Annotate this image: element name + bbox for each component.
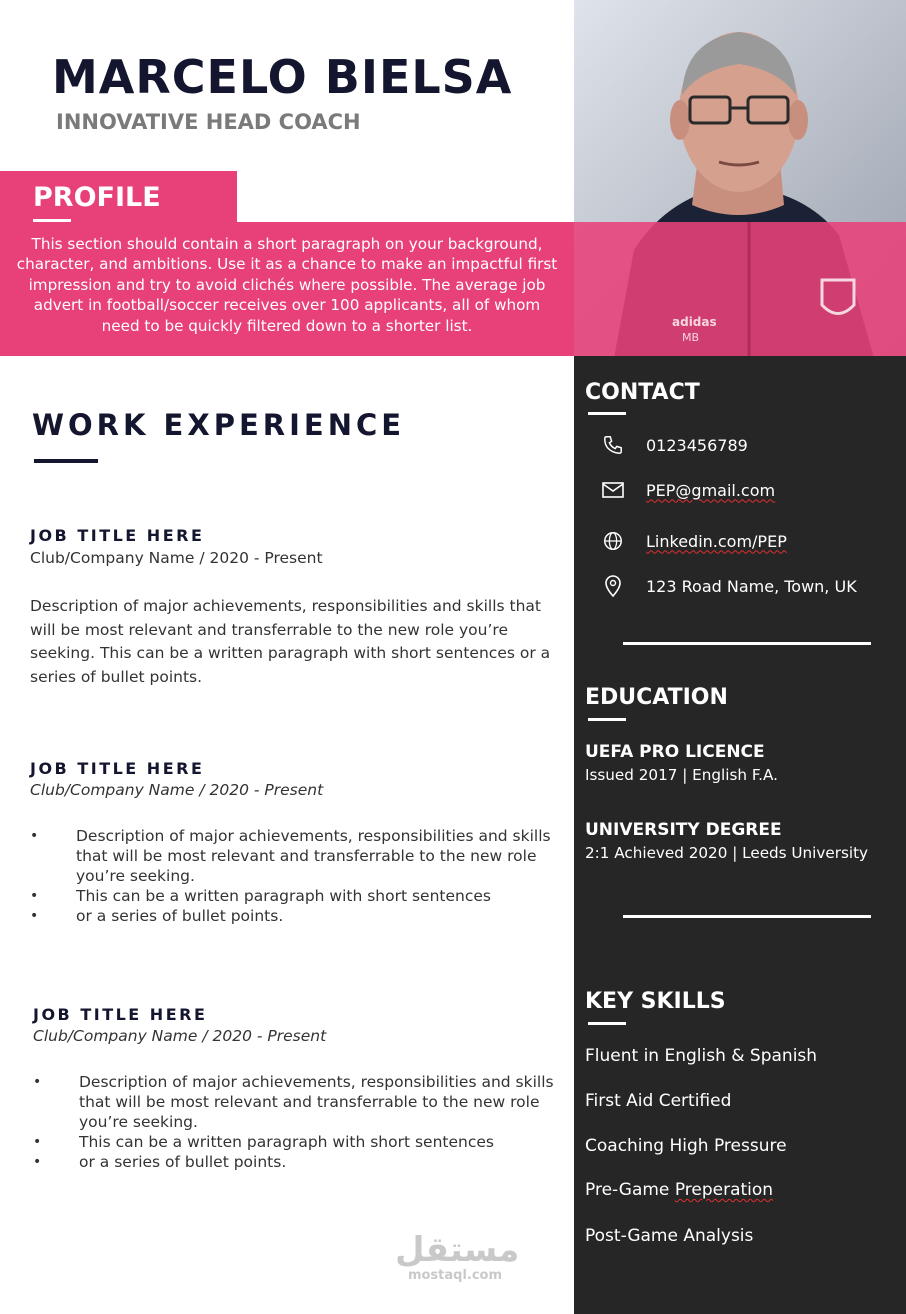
education-item-title: UEFA PRO LICENCE (585, 742, 765, 762)
contact-divider (623, 642, 871, 645)
skill-item: Post-Game Analysis (585, 1226, 754, 1246)
skill-item-prefix: Pre-Game (585, 1180, 675, 1200)
watermark-latin: mostaql.com (407, 1268, 503, 1283)
contact-website-row[interactable] (600, 528, 890, 554)
job-bullet: • or a series of bullet points. (33, 1152, 557, 1172)
job-company: Club/Company Name / 2020 - Present (33, 1027, 327, 1045)
job-title: JOB TITLE HERE (30, 759, 205, 778)
globe-icon (600, 528, 626, 554)
job-company: Club/Company Name / 2020 - Present (30, 781, 324, 799)
candidate-name: MARCELO BIELSA (52, 50, 513, 104)
skill-item (585, 1180, 773, 1200)
profile-photo (574, 0, 906, 358)
contact-phone-row (600, 432, 890, 458)
skills-heading: KEY SKILLS (585, 989, 726, 1014)
contact-address-row (600, 573, 890, 599)
job-title: JOB TITLE HERE (33, 1005, 208, 1024)
skill-item: Fluent in English & Spanish (585, 1046, 818, 1066)
profile-underline (33, 219, 71, 222)
location-pin-icon (600, 573, 626, 599)
skill-item-misspelled-word: Preperation (674, 1180, 774, 1200)
work-experience-heading: WORK EXPERIENCE (32, 408, 406, 442)
contact-website-link[interactable]: Linkedin.com/PEP (646, 531, 787, 551)
contact-address-text: 123 Road Name, Town, UK (646, 576, 857, 596)
job-bullet: • Description of major achievements, responsibilities and skills that will be most relevant and transferrable to the new role you’re seeking. (30, 826, 554, 886)
contact-phone-text: 0123456789 (646, 435, 748, 455)
contact-heading: CONTACT (585, 380, 700, 405)
phone-icon (600, 432, 626, 458)
job-bullet-list (30, 826, 554, 926)
education-item-detail: 2:1 Achieved 2020 | Leeds University (585, 844, 869, 862)
profile-heading: PROFILE (33, 182, 161, 213)
job-bullet: • or a series of bullet points. (30, 906, 554, 926)
education-item-detail: Issued 2017 | English F.A. (585, 766, 778, 784)
job-company: Club/Company Name / 2020 - Present (30, 549, 323, 567)
skill-item: First Aid Certified (585, 1091, 732, 1111)
contact-email-row[interactable] (600, 477, 890, 503)
contact-email-link[interactable]: PEP@gmail.com (646, 480, 776, 500)
jacket-initials-text: MB (682, 331, 700, 344)
job-bullet: • This can be a written paragraph with short sentences (33, 1132, 557, 1152)
contact-underline (588, 412, 626, 415)
mostaql-watermark (395, 1230, 520, 1283)
email-icon (600, 477, 626, 503)
education-item-title: UNIVERSITY DEGREE (585, 820, 782, 840)
work-experience-underline (34, 459, 98, 463)
education-divider (623, 915, 871, 918)
job-bullet: • This can be a written paragraph with short sentences (30, 886, 554, 906)
skills-underline (588, 1022, 626, 1025)
profile-text: This section should contain a short paragraph on your background, character, and ambitions. Use it as a chance to make an impactful first impression and try to avoid clichés where possible. The average job advert in football/soccer receives over 100 applicants, all of whom need to be quickly filtered down to a shorter list. (16, 235, 558, 335)
job-description: Description of major achievements, responsibilities and skills that will be most relevant and transferrable to the new role you’re seeking. This can be a written paragraph with short sentences or a series of bullet points. (30, 597, 551, 686)
job-bullet: • Description of major achievements, responsibilities and skills that will be most relevant and transferrable to the new role you’re seeking. (33, 1072, 557, 1132)
candidate-subtitle: INNOVATIVE HEAD COACH (56, 110, 361, 134)
skill-item: Coaching High Pressure (585, 1136, 787, 1156)
education-underline (588, 718, 626, 721)
jacket-brand-text: adidas (672, 315, 717, 329)
job-title: JOB TITLE HERE (30, 526, 205, 545)
job-bullet-list (33, 1072, 557, 1172)
watermark-arabic: مستقل (395, 1230, 520, 1270)
portrait-illustration (574, 0, 906, 358)
education-heading: EDUCATION (585, 685, 728, 710)
